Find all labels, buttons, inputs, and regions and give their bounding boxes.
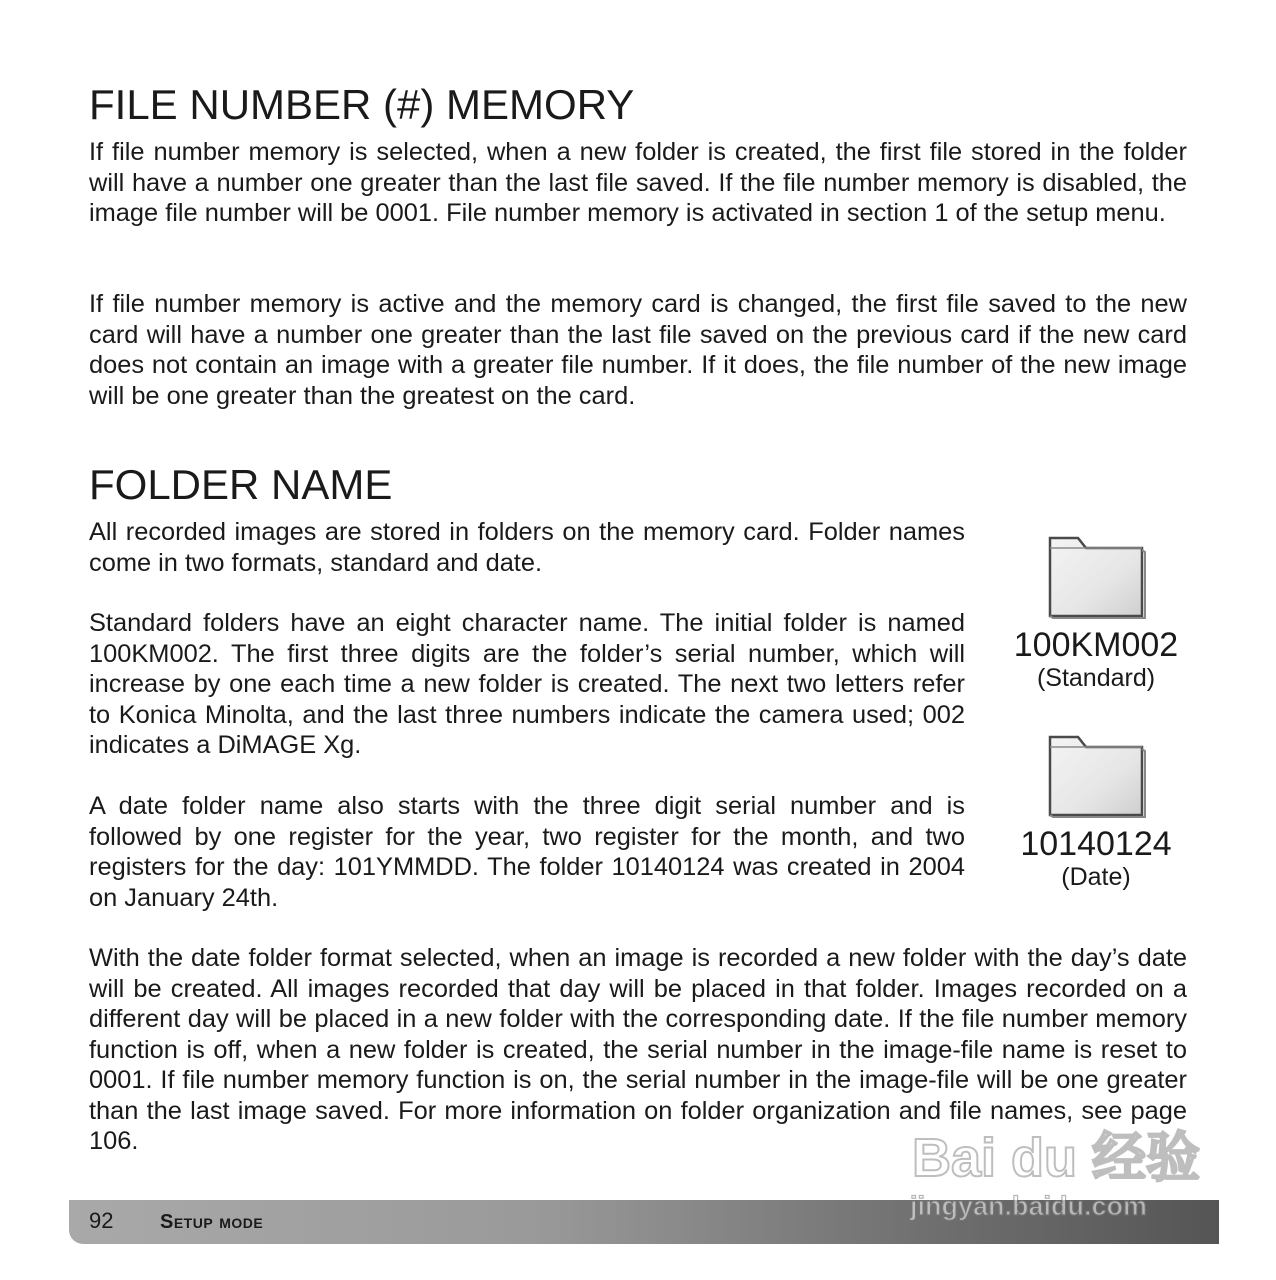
folder-example-standard xyxy=(986,528,1206,692)
watermark-logo-text: Bai du 经验 xyxy=(912,1128,1201,1188)
watermark-url: jingyan.baidu.com xyxy=(910,1191,1148,1221)
paragraph-file-number-memory-2: If file number memory is active and the memory card is changed, the first file saved to the new card will have a number one greater than the last file saved on the previous card if the new card does not contain an image with a greater file number. If it does, the file number of the new image will be one greater than the greatest on the card. xyxy=(89,290,1187,410)
folder-example-date xyxy=(986,727,1206,891)
folder-type-date: (Date) xyxy=(1061,863,1131,891)
paragraph-folder-name-4: With the date folder format selected, when an image is recorded a new folder with the day’s date will be created. All images recorded that day will be placed in that folder. Images recorded on a different day will be placed in a new folder with the corresponding date. If the file number memory function is off, when a new folder is created, the serial number in the image-file name is reset to 0001. If file number memory function is on, the serial number in the image-file will be one greater than the last image saved. For more information on folder organization and file names, see page 106. xyxy=(89,944,1187,1155)
heading-folder-name: FOLDER NAME xyxy=(89,461,393,508)
folder-type-standard: (Standard) xyxy=(1036,664,1156,692)
paragraph-file-number-memory-1: If file number memory is selected, when a new folder is created, the first file stored in the folder will have a number one greater than the last file saved. If the file number memory is disabled, the image file number will be 0001. File number memory is activated in section 1 of the setup menu. xyxy=(89,138,1187,227)
paragraph-folder-name-2: Standard folders have an eight character name. The initial folder is named 100KM002. The first three digits are the folder’s serial number, which will increase by one each time a new folder is created. The next two letters refer to Konica Minolta, and the last three numbers indicate the camera used; 002 indicates a DiMAGE Xg. xyxy=(89,609,965,759)
paragraph-folder-name-1: All recorded images are stored in folders on the memory card. Folder names come in two formats, standard and date. xyxy=(89,518,965,577)
paragraph-folder-name-3: A date folder name also starts with the three digit serial number and is followed by one register for the year, two register for the month, and two registers for the day: 101YMMDD. The folder 10140124 was created in 2004 on January 24th. xyxy=(89,792,965,912)
folder-icon xyxy=(1044,528,1148,620)
page-number: 92 xyxy=(89,1208,114,1233)
footer-section-title: Setup mode xyxy=(160,1211,264,1233)
heading-file-number-memory: FILE NUMBER (#) MEMORY xyxy=(89,81,635,128)
folder-name-standard: 100KM002 xyxy=(1013,626,1179,664)
folder-icon xyxy=(1044,727,1148,819)
folder-name-date: 10140124 xyxy=(1020,825,1172,863)
